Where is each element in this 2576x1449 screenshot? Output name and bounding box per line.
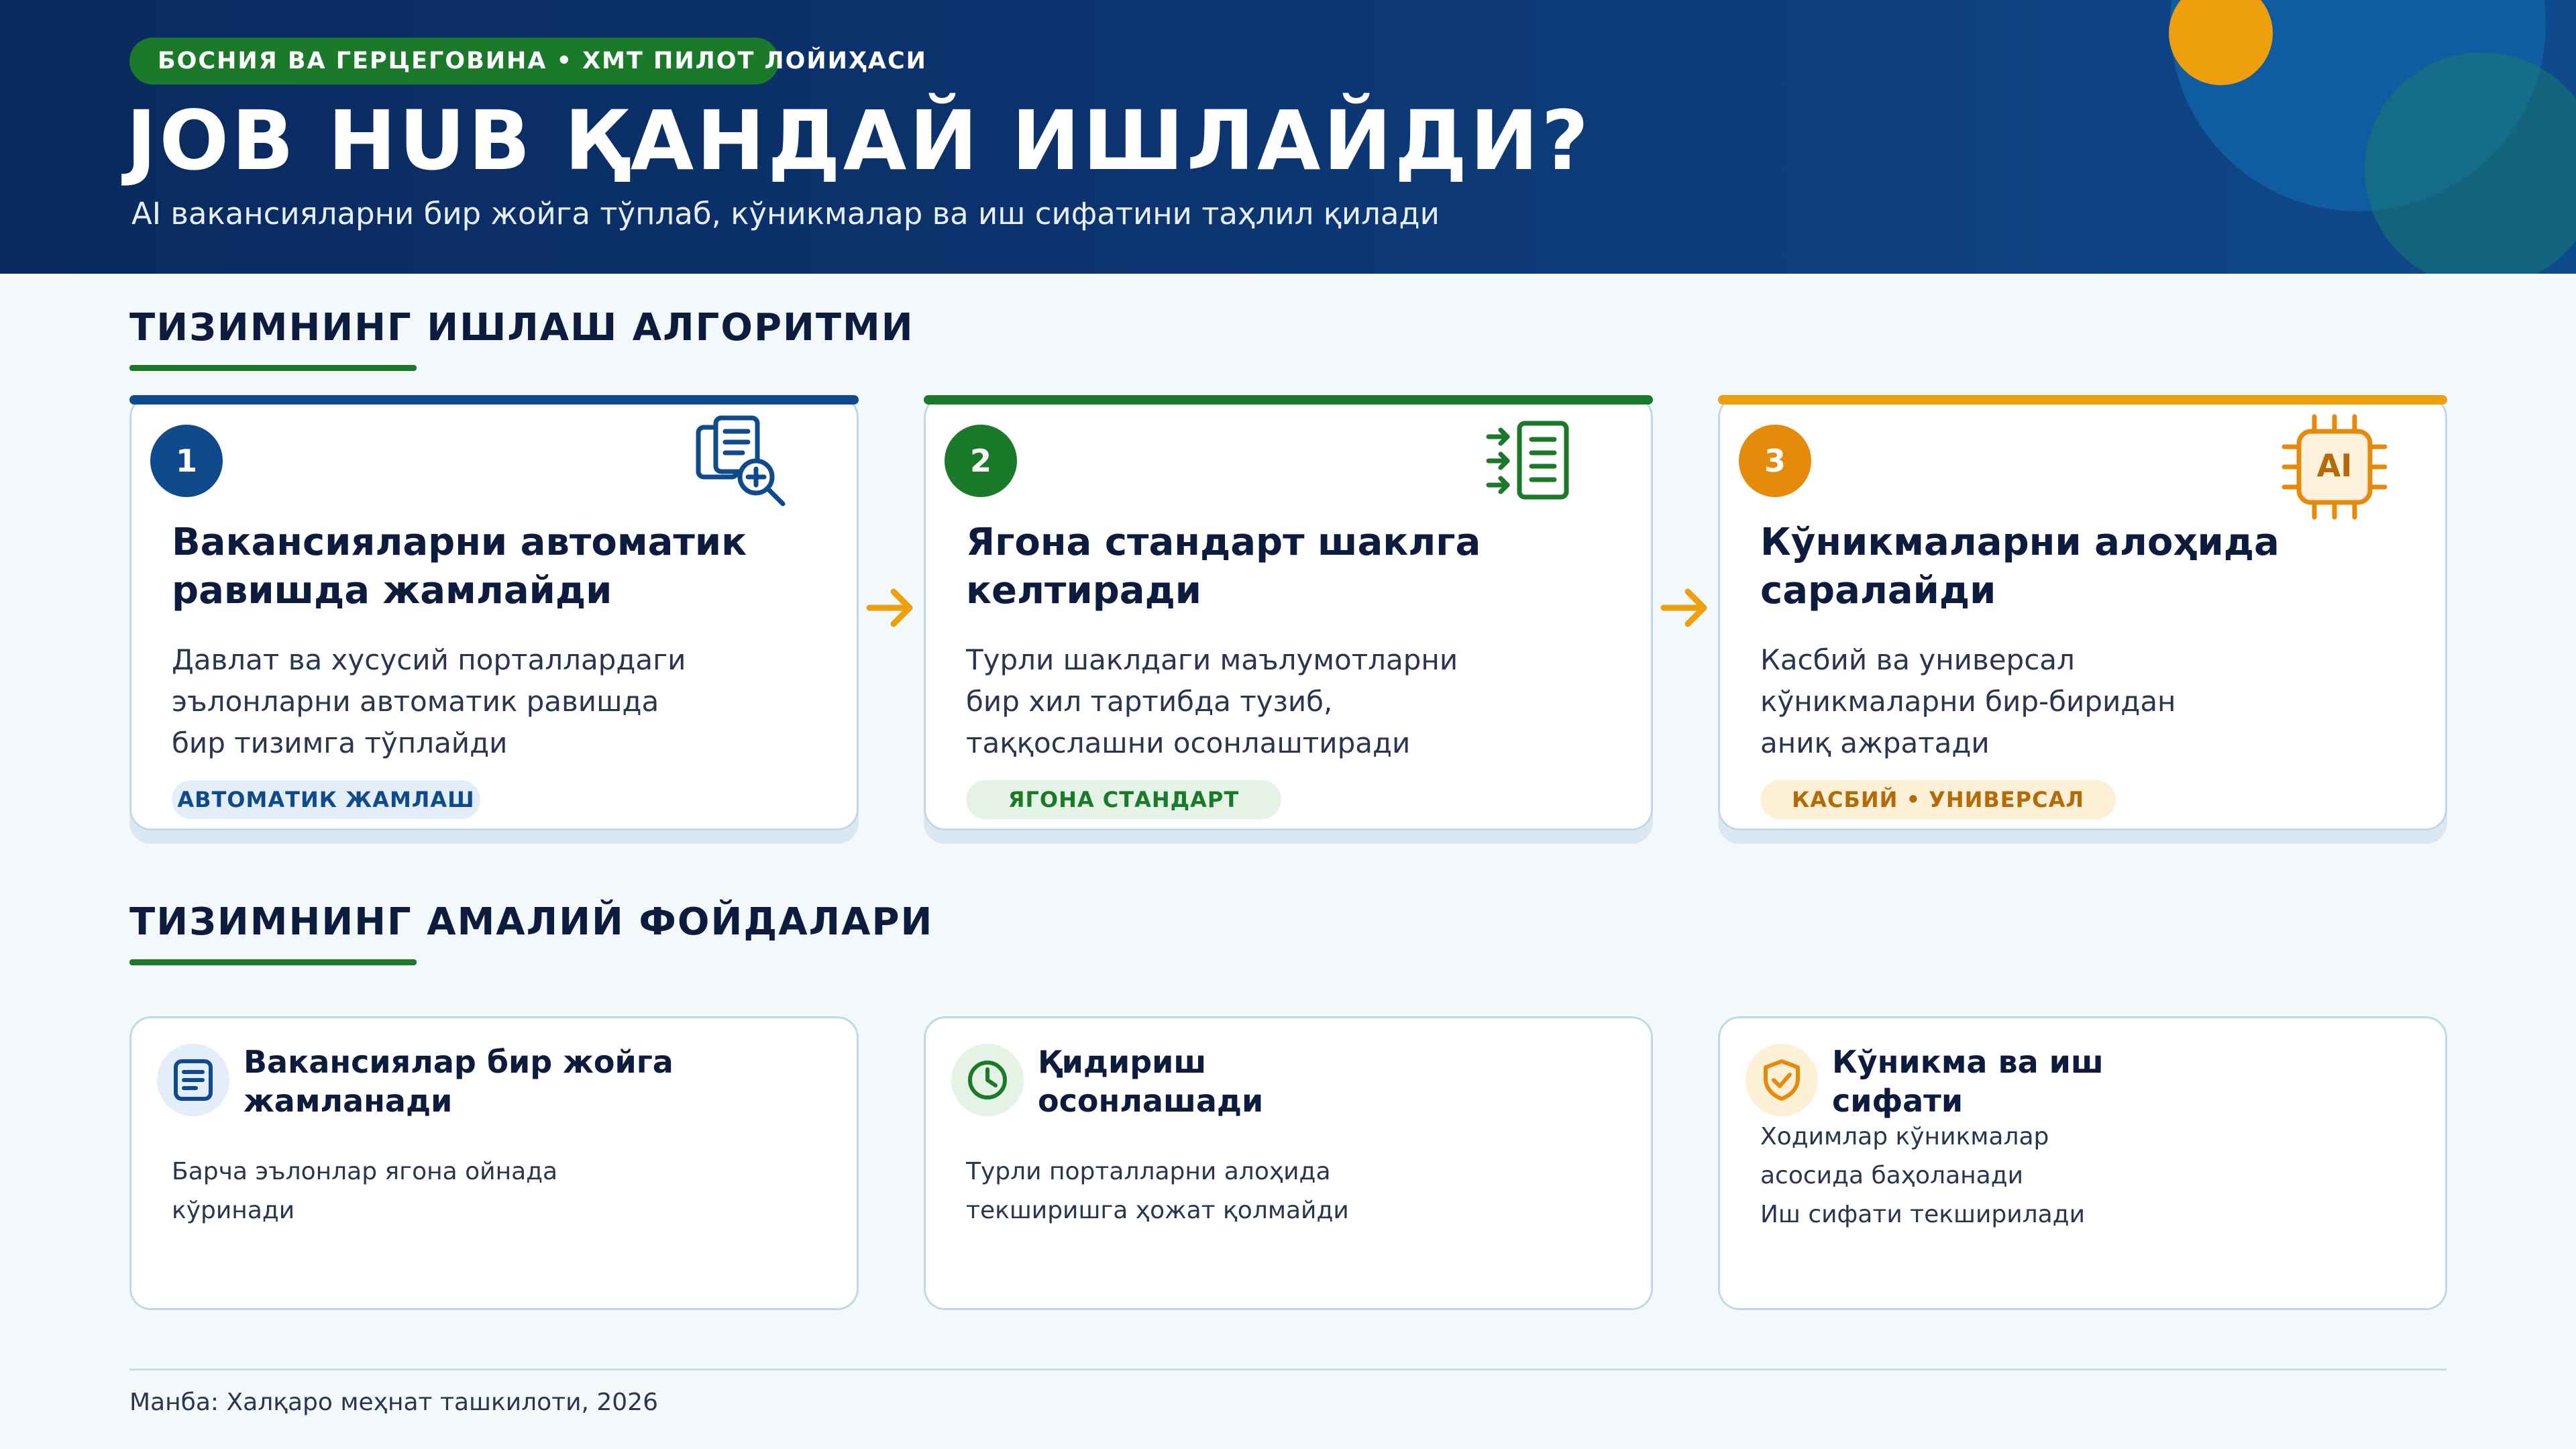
benefit-text-1-line: кўринади: [172, 1197, 295, 1224]
benefit-title-2: [1038, 1042, 1628, 1120]
step-number-3: 3: [1739, 425, 1811, 497]
benefit-text-1: [172, 1152, 816, 1230]
clock-icon: [965, 1057, 1010, 1103]
benefits-section-title: ТИЗИМНИНГ АМАЛИЙ ФОЙДАЛАРИ: [129, 900, 934, 944]
benefit-text-2-line: текширишга ҳожат қолмайди: [966, 1197, 1349, 1224]
step-text-1: [172, 639, 749, 764]
ai-chip-icon: [2277, 410, 2392, 524]
step-card-2-accent: [924, 395, 1653, 405]
benefit-text-2: [966, 1152, 1610, 1230]
benefit-title-3-line: сифати: [1832, 1083, 1964, 1119]
source-note: Манба: Халқаро меҳнат ташкилоти, 2026: [129, 1389, 658, 1416]
step-card-1-accent: [129, 395, 859, 405]
step-tag-2: ЯГОНА СТАНДАРТ: [966, 780, 1281, 819]
benefit-title-2-line: осонлашади: [1038, 1083, 1264, 1119]
step-card-3: [1718, 396, 2447, 830]
benefit-card-1: [129, 1016, 859, 1310]
benefit-icon-2: [951, 1044, 1024, 1116]
header-banner: [0, 0, 2576, 274]
step-text-2-line: бир хил тартибда тузиб,: [966, 685, 1333, 718]
step-text-3-line: аниқ ажратади: [1760, 727, 1990, 759]
step-number-1: 1: [150, 425, 223, 497]
step-number-2: 2: [945, 425, 1017, 497]
benefit-card-3: [1718, 1016, 2447, 1310]
page-title: JOB HUB ҚАНДАЙ ИШЛАЙДИ?: [126, 93, 1592, 189]
step-text-2-line: Турли шаклдаги маълумотларни: [966, 643, 1458, 676]
arrow-right-icon: [1658, 581, 1712, 635]
step-text-1-line: бир тизимга тўплайди: [172, 727, 508, 759]
document-search-icon: [689, 410, 803, 524]
step-card-2: [924, 396, 1653, 830]
step-card-1: [129, 396, 859, 830]
step-card-3-accent: [1718, 395, 2447, 405]
algorithm-section-underline: [129, 365, 417, 371]
benefit-title-3-line: Кўникма ва иш: [1832, 1044, 2104, 1080]
list-document-icon: [170, 1057, 216, 1103]
benefit-title-3: [1832, 1042, 2422, 1120]
step-text-2-line: таққослашни осонлаштиради: [966, 727, 1411, 759]
step-title-3: Кўникмаларни алоҳида саралайди: [1760, 521, 2279, 612]
benefit-title-1-line: жамланади: [244, 1083, 453, 1119]
benefit-text-1-line: Барча эълонлар ягона ойнада: [172, 1158, 558, 1185]
benefit-icon-3: [1746, 1044, 1818, 1116]
benefits-section-underline: [129, 959, 417, 965]
step-text-3: [1760, 639, 2337, 764]
benefit-text-3-line: асосида баҳоланади: [1760, 1162, 2024, 1189]
step-text-3-line: кўникмаларни бир-биридан: [1760, 685, 2176, 718]
step-tag-3: КАСБИЙ • УНИВЕРСАЛ: [1760, 780, 2116, 819]
step-text-1-line: Давлат ва хусусий порталлардаги: [172, 643, 686, 676]
step-text-2: [966, 639, 1543, 764]
benefit-text-3-line: Ходимлар кўникмалар: [1760, 1123, 2049, 1150]
benefit-icon-1: [157, 1044, 229, 1116]
project-badge: БОСНИЯ ВА ГЕРЦЕГОВИНА • ХМТ ПИЛОТ ЛОЙИҲАСИ: [129, 38, 779, 85]
step-title-2: Ягона стандарт шаклга келтиради: [966, 521, 1481, 612]
shield-check-icon: [1759, 1057, 1805, 1103]
benefit-text-2-line: Турли порталларни алоҳида: [966, 1158, 1331, 1185]
step-tag-1: АВТОМАТИК ЖАМЛАШ: [172, 780, 480, 819]
standardize-list-icon: [1483, 410, 1597, 524]
footer-divider: [129, 1368, 2447, 1371]
page-subtitle: AI вакансияларни бир жойга тўплаб, кўникмалар ва иш сифатини таҳлил қилади: [131, 196, 1440, 231]
arrow-right-icon: [864, 581, 918, 635]
benefit-title-1: [244, 1042, 834, 1120]
step-title-1: Вакансияларни автоматик равишда жамлайди: [172, 521, 747, 612]
benefit-title-2-line: Қидириш: [1038, 1044, 1207, 1080]
step-text-3-line: Касбий ва универсал: [1760, 643, 2075, 676]
ai-chip-label: AI: [2316, 447, 2353, 484]
algorithm-section-title: ТИЗИМНИНГ ИШЛАШ АЛГОРИТМИ: [129, 306, 914, 350]
benefit-text-3: [1760, 1118, 2404, 1234]
step-text-1-line: эълонларни автоматик равишда: [172, 685, 659, 718]
benefit-text-3-line: Иш сифати текширилади: [1760, 1201, 2085, 1228]
benefit-card-2: [924, 1016, 1653, 1310]
benefit-title-1-line: Вакансиялар бир жойга: [244, 1044, 674, 1080]
